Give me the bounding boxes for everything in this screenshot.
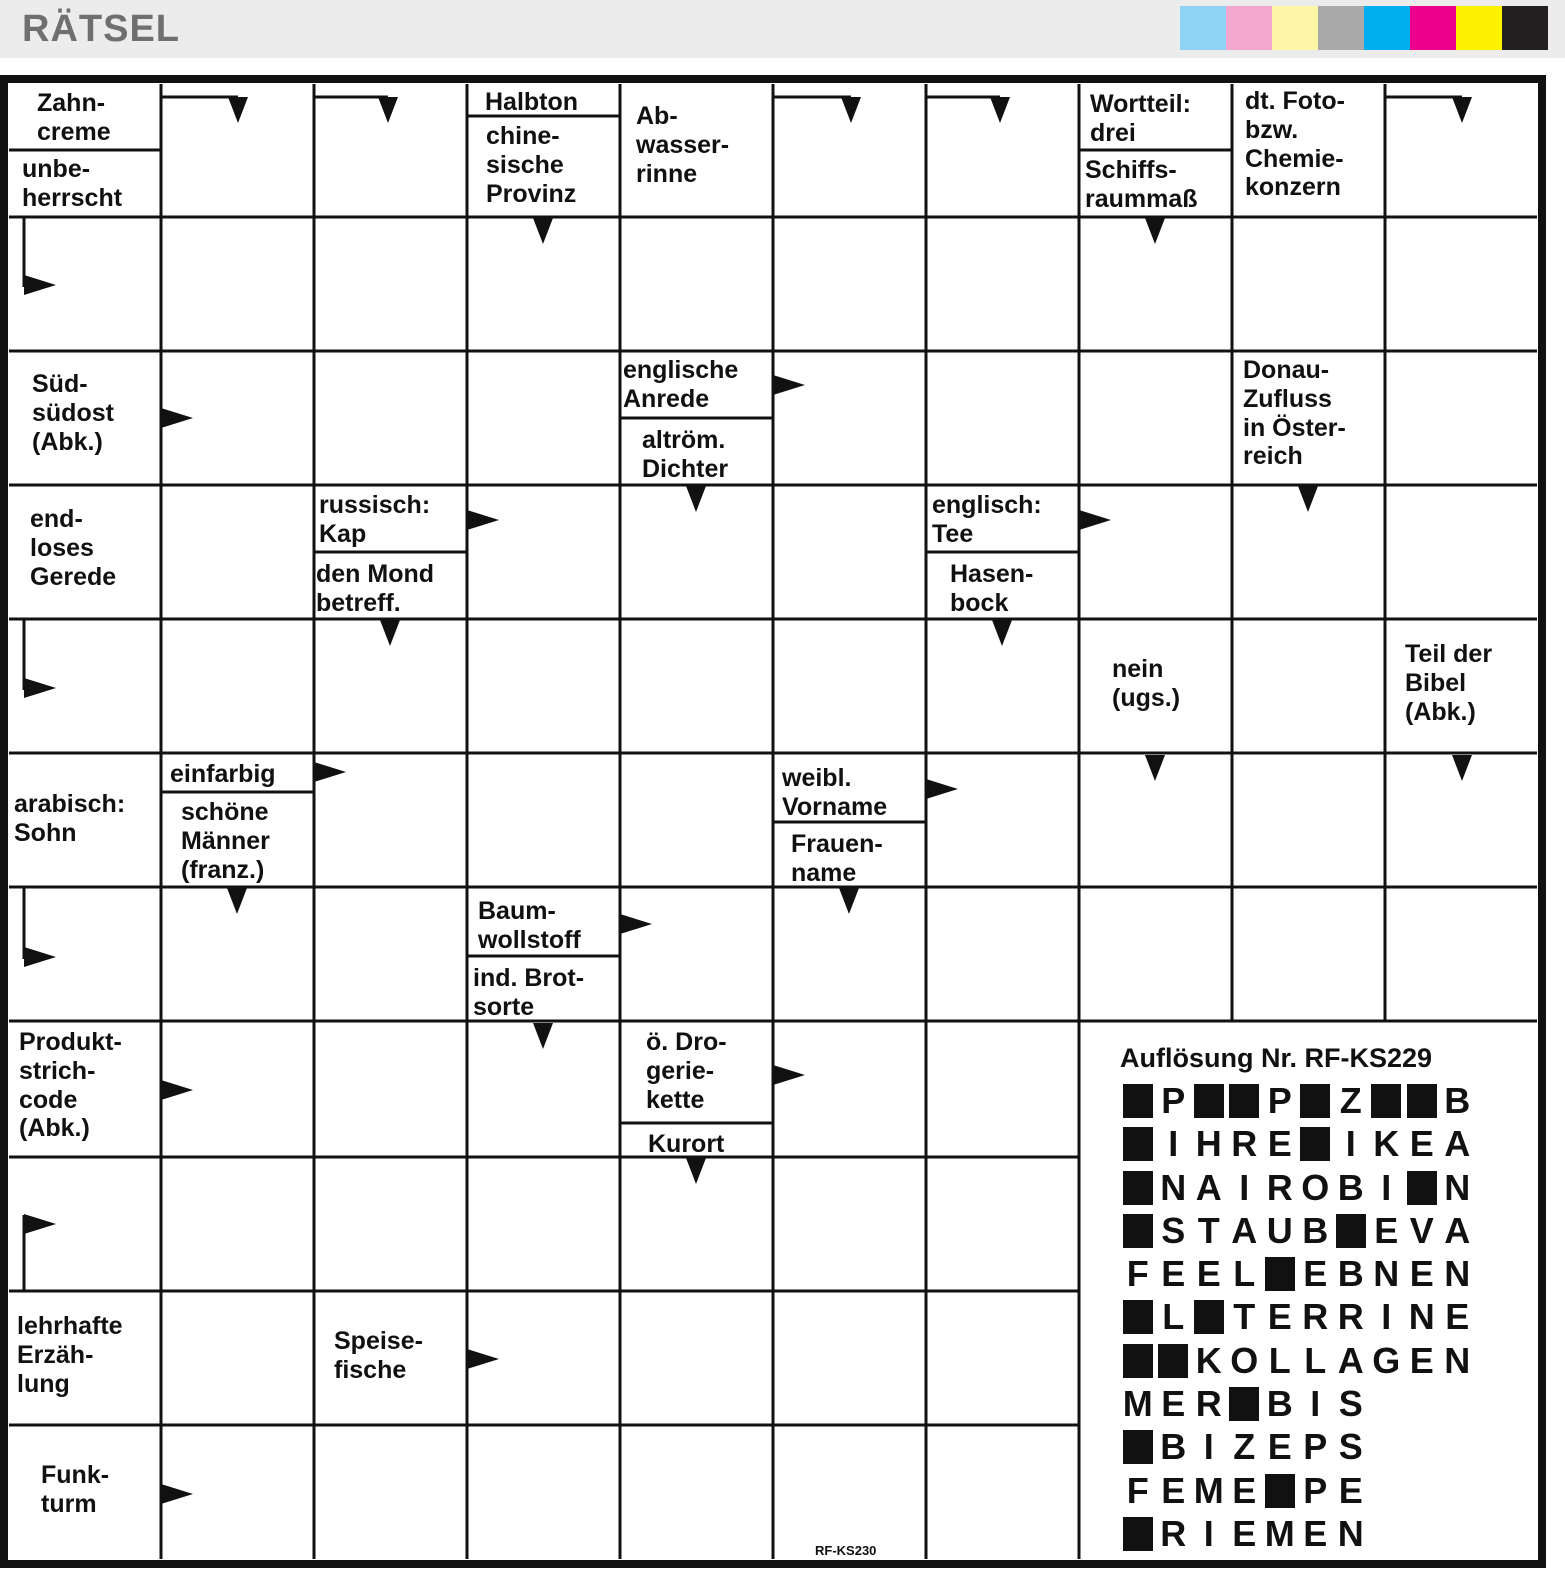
solution-letter: N (1444, 1166, 1471, 1208)
solution-letter: E (1267, 1426, 1292, 1468)
clue-baumwollstoff: Baum- wollstoff (478, 897, 581, 954)
solution-block (1156, 1343, 1192, 1379)
solution-letter: E (1409, 1123, 1434, 1165)
solution-letter: B (1302, 1209, 1329, 1251)
solution-letter: R (1160, 1512, 1187, 1554)
black-square (1123, 1171, 1153, 1205)
clue-chinesische-provinz: chine- sische Provinz (486, 122, 577, 208)
solution-letter: B (1337, 1253, 1364, 1295)
black-square (1265, 1474, 1295, 1508)
color-swatch (1318, 6, 1364, 50)
solution-block (1404, 1083, 1440, 1119)
solution-letter: P (1267, 1080, 1292, 1121)
arrow-down-icon (841, 97, 861, 123)
solution-row (1120, 1166, 1475, 1213)
solution-letter: M (1264, 1512, 1295, 1554)
solution-letter: I (1381, 1166, 1392, 1208)
solution-letter: F (1126, 1253, 1149, 1295)
puzzle-code: RF-KS230 (815, 1543, 877, 1558)
solution-letter: I (1239, 1166, 1250, 1208)
clue-frauenname: Frauen- name (791, 830, 883, 887)
solution-row (1120, 1469, 1475, 1516)
solution-block (1120, 1343, 1156, 1379)
solution-letter: O (1230, 1339, 1259, 1381)
solution-letter: E (1267, 1296, 1292, 1338)
arrow-right-icon (467, 1349, 499, 1369)
clue-altroem-dichter: altröm. Dichter (642, 426, 729, 483)
arrow-down-icon (990, 97, 1010, 123)
solution-letter: I (1345, 1123, 1356, 1165)
black-square (1123, 1127, 1153, 1161)
color-swatch (1180, 6, 1226, 50)
arrow-down-icon (686, 486, 706, 512)
solution-row (1120, 1253, 1475, 1299)
solution-block (1404, 1170, 1440, 1206)
solution-letter: R (1231, 1123, 1258, 1165)
solution-block (1120, 1516, 1156, 1552)
solution-block (1191, 1083, 1227, 1119)
solution-letter: P (1303, 1469, 1328, 1511)
color-swatch (1456, 6, 1502, 50)
solution-letter: E (1303, 1253, 1328, 1295)
color-swatch (1272, 6, 1318, 50)
solution-letter: T (1233, 1296, 1256, 1338)
arrow-down-icon (686, 1158, 706, 1184)
clue-speisefische: Speise- fische (334, 1327, 423, 1384)
solution-letter: E (1374, 1209, 1399, 1251)
clue-wortteil-drei: Wortteil: drei (1090, 90, 1191, 147)
clue-funkturm: Funk- turm (41, 1461, 110, 1518)
clue-einfarbig: einfarbig (170, 760, 276, 788)
solution-letter: R (1266, 1166, 1293, 1208)
clue-arabisch-sohn: arabisch: Sohn (14, 790, 126, 847)
black-square (1407, 1171, 1437, 1205)
clue-zahncreme: Zahn- creme (37, 89, 111, 146)
clue-unbeherrscht: unbe- herrscht (22, 155, 123, 212)
solution-block (1298, 1083, 1334, 1119)
solution-letter: G (1372, 1339, 1401, 1381)
page-header (0, 0, 1565, 58)
arrow-down-icon (533, 218, 553, 244)
arrow-down-icon (228, 97, 248, 123)
solution-letter: E (1196, 1253, 1221, 1295)
solution-row (1120, 1339, 1475, 1386)
solution-letter: N (1408, 1296, 1435, 1338)
arrow-right-icon (24, 678, 56, 698)
solution-letter: P (1161, 1080, 1186, 1121)
solution-letter: N (1337, 1512, 1364, 1554)
solution-block (1120, 1213, 1156, 1249)
solution-letter: N (1373, 1253, 1400, 1295)
arrow-right-icon (1079, 510, 1111, 530)
solution-letter: I (1381, 1296, 1392, 1338)
solution-letter: B (1337, 1166, 1364, 1208)
solution-row (1120, 1209, 1475, 1256)
clue-schiffsraummass: Schiffs- raummaß (1085, 156, 1198, 213)
solution-letter: B (1266, 1383, 1293, 1425)
solution-letter: P (1303, 1426, 1328, 1468)
arrow-right-icon (161, 408, 193, 428)
solution-row (1120, 1512, 1475, 1559)
arrow-right-icon (773, 1065, 805, 1085)
black-square (1265, 1257, 1295, 1291)
arrow-right-icon (161, 1080, 193, 1100)
solution-letter: S (1161, 1209, 1186, 1251)
arrow-down-icon (378, 97, 398, 123)
solution-letter: E (1409, 1253, 1434, 1295)
arrow-down-icon (227, 888, 247, 914)
solution-letter: Z (1233, 1426, 1256, 1468)
black-square (1123, 1214, 1153, 1248)
clue-produktstrichcode: Produkt- strich- code (Abk.) (19, 1028, 122, 1143)
solution-letter: A (1444, 1209, 1471, 1251)
solution-letter: E (1267, 1123, 1292, 1165)
solution-letter: E (1338, 1469, 1363, 1511)
arrow-right-icon (620, 914, 652, 934)
solution-letter: R (1195, 1383, 1222, 1425)
color-swatch (1226, 6, 1272, 50)
clue-fotokonzern: dt. Foto- bzw. Chemie- konzern (1245, 87, 1345, 202)
solution-block (1333, 1213, 1369, 1249)
solution-letter: E (1232, 1512, 1257, 1554)
arrow-down-icon (1452, 755, 1472, 781)
solution-letter: A (1231, 1209, 1258, 1251)
solution-letter: K (1373, 1123, 1400, 1165)
solution-letter: E (1232, 1469, 1257, 1511)
clue-englisch-tee: englisch: Tee (932, 491, 1042, 548)
solution-letter: E (1161, 1253, 1186, 1295)
arrow-down-icon (380, 620, 400, 646)
solution-letter: N (1444, 1339, 1471, 1381)
solution-letter: T (1197, 1209, 1220, 1251)
solution-block (1120, 1170, 1156, 1206)
black-square (1336, 1214, 1366, 1248)
solution-letter: A (1337, 1339, 1364, 1381)
clue-lehrhafte-erzaehlung: lehrhafte Erzäh- lung (17, 1312, 123, 1398)
clue-endloses-gerede: end- loses Gerede (30, 505, 117, 591)
solution-letter: B (1444, 1080, 1471, 1121)
solution-letter: F (1126, 1469, 1149, 1511)
solution-letter: L (1304, 1339, 1327, 1381)
solution-row (1120, 1296, 1475, 1342)
clue-halbton: Halbton (485, 88, 579, 116)
arrow-down-icon (839, 888, 859, 914)
solution-letter: E (1161, 1383, 1186, 1425)
arrow-right-icon (467, 510, 499, 530)
clue-abwasserrinne: Ab- wasser- rinne (636, 102, 730, 188)
solution-letter: A (1444, 1123, 1471, 1165)
solution-letter: E (1303, 1512, 1328, 1554)
solution-block (1227, 1386, 1263, 1422)
solution-letter: U (1266, 1209, 1293, 1251)
solution-letter: O (1301, 1166, 1330, 1208)
solution-block (1120, 1126, 1156, 1162)
black-square (1123, 1517, 1153, 1551)
solution-letter: B (1160, 1426, 1187, 1468)
solution-block (1120, 1083, 1156, 1119)
black-square (1229, 1387, 1259, 1421)
arrow-down-icon (533, 1023, 553, 1049)
arrow-right-icon (314, 762, 346, 782)
color-swatch (1410, 6, 1456, 50)
black-square (1194, 1300, 1224, 1334)
black-square (1123, 1430, 1153, 1464)
solution-letter: H (1195, 1123, 1222, 1165)
clue-englische-anrede: englische Anrede (623, 356, 739, 413)
arrow-down-icon (992, 620, 1012, 646)
black-square (1158, 1344, 1188, 1378)
solution-letter: R (1337, 1296, 1364, 1338)
solution-block (1262, 1473, 1298, 1509)
black-square (1300, 1127, 1330, 1161)
clue-kurort: Kurort (648, 1130, 725, 1158)
black-square (1123, 1344, 1153, 1378)
arrow-right-icon (773, 375, 805, 395)
clue-oe-drogeriekette: ö. Dro- gerie- kette (646, 1028, 727, 1114)
solution-block (1120, 1299, 1156, 1335)
black-square (1123, 1084, 1153, 1118)
solution-grid (1120, 1080, 1475, 1559)
solution-letter: E (1161, 1469, 1186, 1511)
clue-ind-brotsorte: ind. Brot- sorte (473, 964, 585, 1021)
black-square (1123, 1300, 1153, 1334)
solution-block (1298, 1126, 1334, 1162)
clue-suedsuedost: Süd- südost (Abk.) (32, 370, 114, 456)
solution-letter: S (1338, 1383, 1363, 1425)
clue-schoene-maenner: schöne Männer (franz.) (181, 798, 270, 884)
solution-letter: I (1168, 1123, 1179, 1165)
solution-letter: M (1122, 1383, 1153, 1425)
solution-row (1120, 1080, 1475, 1126)
arrow-right-icon (24, 947, 56, 967)
arrow-down-icon (1452, 97, 1472, 123)
solution-letter: I (1310, 1383, 1321, 1425)
arrow-right-icon (161, 1484, 193, 1504)
arrow-right-icon (24, 1214, 56, 1234)
solution-letter: A (1195, 1166, 1222, 1208)
print-color-bar (1180, 6, 1548, 50)
solution-block (1262, 1256, 1298, 1292)
clue-weibl-vorname: weibl. Vorname (782, 764, 888, 821)
solution-letter: Z (1339, 1080, 1362, 1121)
solution-letter: L (1233, 1253, 1256, 1295)
clue-donau-zufluss: Donau- Zufluss in Öster- reich (1243, 356, 1346, 471)
solution-block (1191, 1299, 1227, 1335)
solution-letter: N (1160, 1166, 1187, 1208)
solution-letter: M (1193, 1469, 1224, 1511)
solution-block (1369, 1083, 1405, 1119)
black-square (1371, 1084, 1401, 1118)
solution-letter: V (1409, 1209, 1434, 1251)
black-square (1407, 1084, 1437, 1118)
solution-letter: L (1162, 1296, 1185, 1338)
solution-letter: N (1444, 1253, 1471, 1295)
black-square (1300, 1084, 1330, 1118)
clue-nein-ugs: nein (ugs.) (1112, 655, 1181, 712)
solution-row (1120, 1123, 1475, 1169)
solution-block (1120, 1429, 1156, 1465)
solution-letter: K (1195, 1339, 1222, 1381)
solution-block (1227, 1083, 1263, 1119)
black-square (1229, 1084, 1259, 1118)
arrow-down-icon (1145, 755, 1165, 781)
solution-letter: E (1409, 1339, 1434, 1381)
solution-letter: S (1338, 1426, 1363, 1468)
clue-den-mond-betreff: den Mond betreff. (316, 560, 435, 617)
solution-letter: I (1203, 1426, 1214, 1468)
solution-title: Auflösung Nr. RF-KS229 (1120, 1043, 1433, 1073)
solution-row (1120, 1426, 1475, 1472)
solution-letter: R (1302, 1296, 1329, 1338)
arrow-down-icon (1298, 486, 1318, 512)
black-square (1194, 1084, 1224, 1118)
solution-letter: E (1445, 1296, 1470, 1338)
clue-hasenbock: Hasen- bock (950, 560, 1034, 617)
arrow-right-icon (24, 275, 56, 295)
clue-teil-der-bibel: Teil der Bibel (Abk.) (1405, 640, 1493, 726)
solution-letter: L (1268, 1339, 1291, 1381)
color-swatch (1502, 6, 1548, 50)
arrow-down-icon (1145, 218, 1165, 244)
section-title: RÄTSEL (22, 8, 180, 50)
solution-row (1120, 1383, 1475, 1429)
clue-russisch-kap: russisch: Kap (319, 491, 431, 548)
arrow-right-icon (926, 779, 958, 799)
color-swatch (1364, 6, 1410, 50)
solution-letter: I (1203, 1512, 1214, 1554)
